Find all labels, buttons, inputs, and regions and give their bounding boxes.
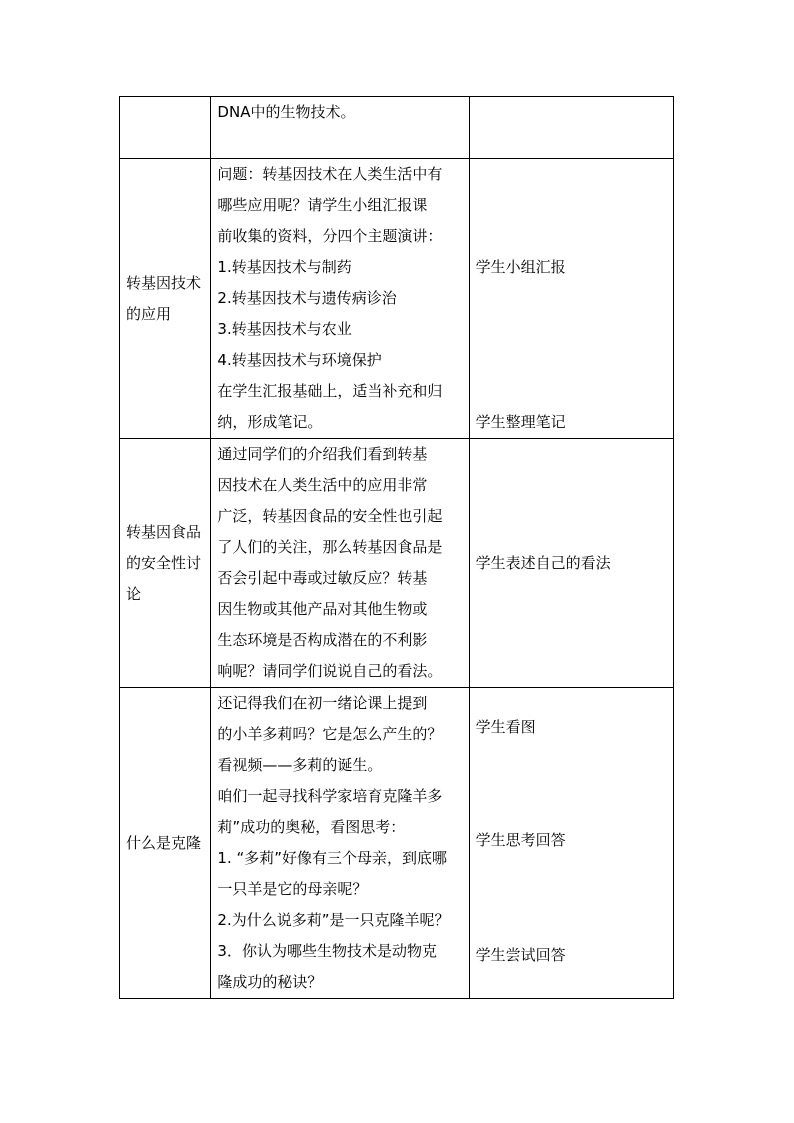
text-line: 了人们的关注，那么转基因食品是 [217,538,443,556]
text-line: 2.为什么说多莉”是一只克隆羊呢？ [217,911,450,929]
teacher-activity-cell [211,97,469,159]
text-line: 转基因食品 [126,522,202,541]
topic-cell [120,97,211,159]
teacher-activity-cell [211,159,469,439]
text-line: 的小羊多莉吗？它是怎么产生的？ [217,725,443,743]
topic-cell [120,688,211,999]
text-line: 响呢？请同学们说说自己的看法。 [217,662,443,680]
text-line: 的安全性讨 [126,553,202,572]
text-line: 一只羊是它的母亲呢？ [217,880,368,898]
text-line: 隆成功的秘诀？ [217,973,323,991]
topic-cell [120,159,211,439]
text-line: 纳，形成笔记。 [217,413,323,431]
text-line: 论 [126,584,142,603]
student-activity-cell [469,439,673,688]
table-row [120,159,674,439]
text-line: 还记得我们在初一绪论课上提到 [217,694,428,712]
text-line: 学生尝试回答 [475,946,566,964]
text-line: 学生看图 [475,718,536,736]
student-activity-cell [469,97,673,159]
text-line: 通过同学们的介绍我们看到转基 [217,445,428,463]
text-line: 莉”成功的奥秘，看图思考： [217,818,406,836]
text-line: 因技术在人类生活中的应用非常 [217,476,428,494]
topic-cell [120,439,211,688]
text-line: 哪些应用呢？请学生小组汇报课 [217,196,428,214]
text-line: 1. “多莉”好像有三个母亲，到底哪 [217,849,448,867]
text-line: 前收集的资料，分四个主题演讲： [217,227,443,245]
lesson-plan-table [119,96,674,999]
text-line: 在学生汇报基础上，适当补充和归 [217,382,443,400]
text-line: 因生物或其他产品对其他生物或 [217,600,428,618]
text-line: 什么是克隆 [126,833,202,852]
text-line: 的应用 [126,304,172,323]
text-line: DNA中的生物技术。 [217,103,356,121]
text-line: 问题：转基因技术在人类生活中有 [217,165,443,183]
text-line: 1.转基因技术与制药 [217,258,352,276]
text-line: 2.转基因技术与遗传病诊治 [217,289,397,307]
text-line: 学生整理笔记 [475,413,566,431]
text-line: 3．你认为哪些生物技术是动物克 [217,942,437,960]
teacher-activity-cell [211,688,469,999]
text-line: 转基因技术 [126,273,202,292]
text-line: 学生思考回答 [475,831,566,849]
text-line: 看视频——多莉的诞生。 [217,756,383,774]
text-line: 生态环境是否构成潜在的不利影 [217,631,428,649]
student-activity-cell [469,159,673,439]
text-line: 3.转基因技术与农业 [217,320,352,338]
text-line: 咱们一起寻找科学家培育克隆羊多 [217,787,443,805]
text-line: 否会引起中毒或过敏反应？转基 [217,569,428,587]
student-activity-cell [469,688,673,999]
text-line: 学生表述自己的看法 [475,553,611,572]
table-row [120,688,674,999]
text-line: 4.转基因技术与环境保护 [217,351,382,369]
table-row [120,97,674,159]
text-line: 广泛，转基因食品的安全性也引起 [217,507,443,525]
teacher-activity-cell [211,439,469,688]
table-row [120,439,674,688]
text-line: 学生小组汇报 [475,258,566,276]
